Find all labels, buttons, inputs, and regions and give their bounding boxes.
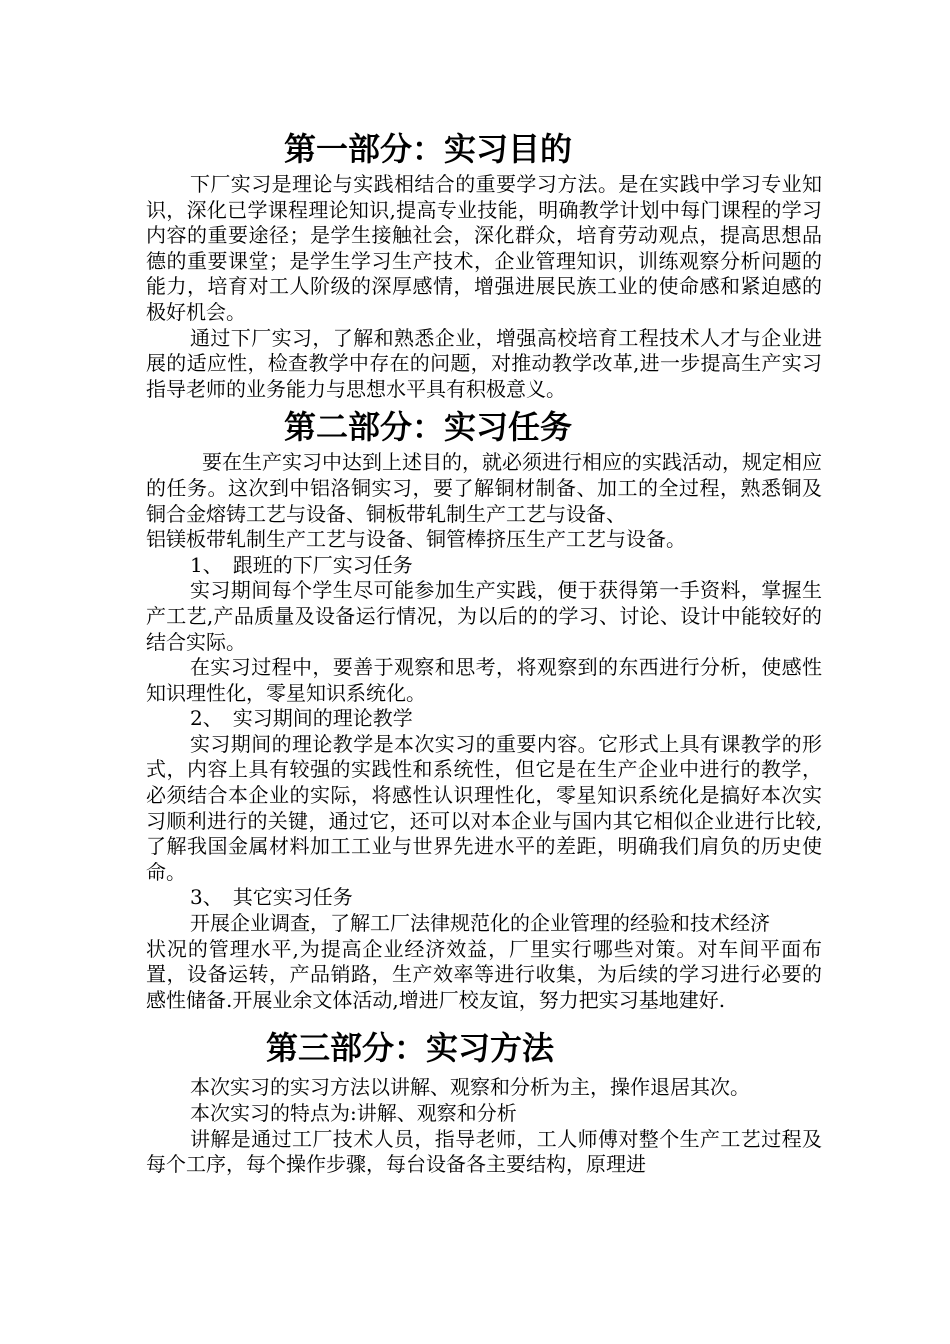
section-1-title: 第一部分：实习目的 (284, 130, 573, 168)
document-page (146, 118, 822, 1178)
section-2-title: 第二部分：实习任务 (284, 408, 573, 447)
task-item-2-paragraph-1: 实习期间的理论教学是本次实习的重要内容。它形式上具有课教学的形式，内容上具有较强的实践性和系统性，但它是在生产企业中进行的教学，必须结合本企业的实际，将感性认识理性化，零星知识系统化是搞好本次实习顺利进行的关键，通过它，还可以对本企业与国内其它相似企业进行比较,了解我国金属材料加工工业与世界先进水平的差距，明确我们肩负的历史使命。 (146, 731, 822, 884)
task-item-1-paragraph-1: 实习期间每个学生尽可能参加生产实践，便于获得第一手资料，掌握生产工艺,产品质量及设备运行情况，为以后的的学习、讨论、设计中能较好的结合实际。 (146, 578, 822, 654)
section-1-paragraph-2: 通过下厂实习，了解和熟悉企业，增强高校培育工程技术人才与企业进展的适应性，检查教学中存在的问题，对推动教学改革,进一步提高生产实习指导老师的业务能力与思想水平具有积极意义。 (146, 325, 822, 401)
task-item-2-label: 2、 实习期间的理论教学 (190, 706, 413, 731)
section-1-paragraph-1: 下厂实习是理论与实践相结合的重要学习方法。是在实践中学习专业知识，深化已学课程理论知识,提高专业技能，明确教学计划中每门课程的学习内容的重要途径；是学生接触社会，深化群众，培育劳动观点，提高思想品德的重要课堂；是学生学习生产技术，企业管理知识，训练观察分析问题的能力，培育对工人阶级的深厚感情，增强进展民族工业的使命感和紧迫感的极好机会。 (146, 172, 822, 324)
section-3-paragraph-2: 本次实习的特点为:讲解、观察和分析 (190, 1101, 517, 1125)
task-item-3-paragraph-1: 开展企业调查，了解工厂法律规范化的企业管理的经验和技术经济 (190, 911, 770, 936)
section-2-intro-1: 要在生产实习中达到上述目的，就必须进行相应的实践活动，规定相应的任务。这次到中铝洛铜实习，要了解铜材制备、加工的全过程，熟悉铜及铜合金熔铸工艺与设备、铜板带轧制生产工艺与设备、 (146, 450, 822, 526)
task-item-1-paragraph-2: 在实习过程中，要善于观察和思考，将观察到的东西进行分析，使感性知识理性化，零星知识系统化。 (146, 655, 822, 705)
task-item-1-label: 1、 跟班的下厂实习任务 (190, 552, 413, 577)
section-3-paragraph-1: 本次实习的实习方法以讲解、观察和分析为主，操作退居其次。 (190, 1075, 750, 1100)
task-item-3-label: 3、 其它实习任务 (190, 885, 353, 910)
section-2-intro-2: 铝镁板带轧制生产工艺与设备、铜管棒挤压生产工艺与设备。 (146, 527, 686, 552)
section-3-title: 第三部分：实习方法 (266, 1029, 555, 1068)
task-item-3-paragraph-2: 状况的管理水平,为提高企业经济效益，厂里实行哪些对策。对车间平面布置，设备运转，产品销路，生产效率等进行收集，为后续的学习进行必要的感性储备.开展业余文体活动,增进厂校友谊，努力把实习基地建好. (146, 936, 822, 1012)
section-3-paragraph-3: 讲解是通过工厂技术人员，指导老师，工人师傅对整个生产工艺过程及每个工序，每个操作步骤，每台设备各主要结构，原理进 (146, 1126, 822, 1177)
